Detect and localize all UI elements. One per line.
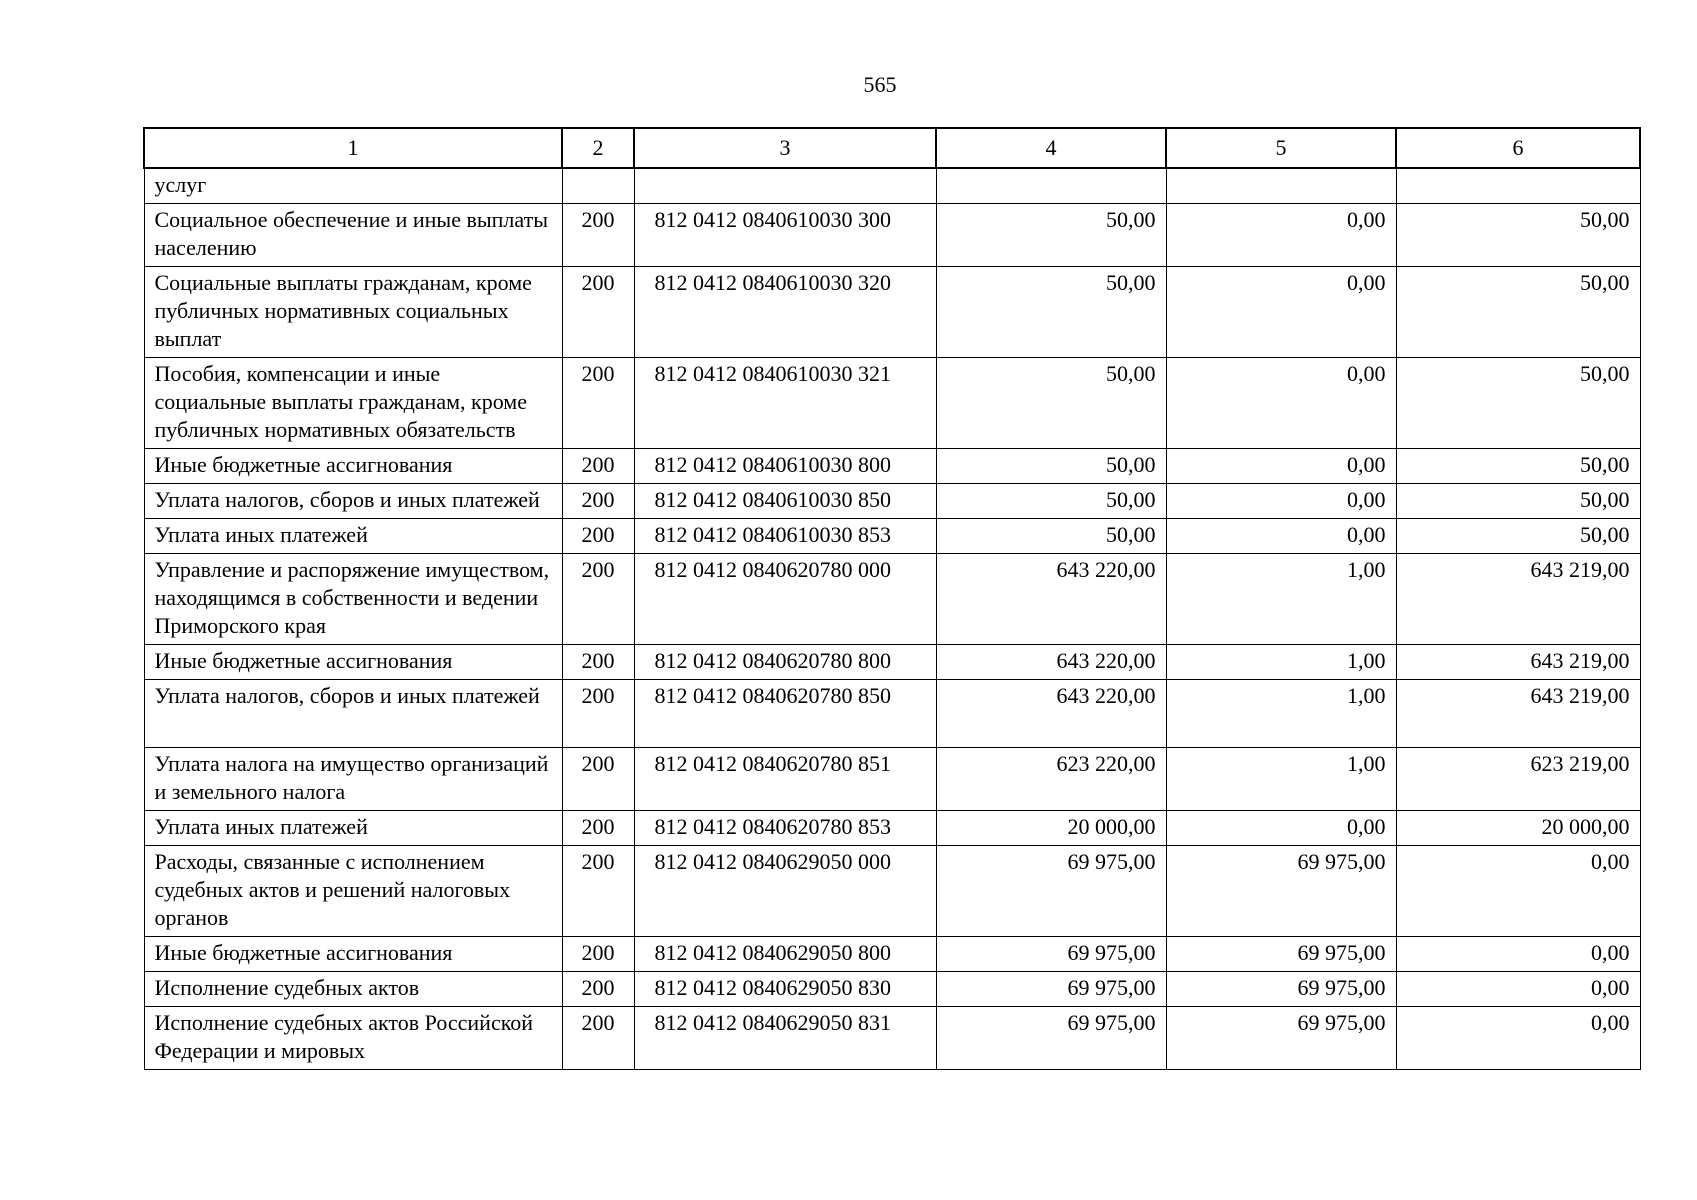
row-code: 200 — [562, 519, 634, 554]
row-plan: 69 975,00 — [936, 1007, 1166, 1070]
row-code: 200 — [562, 846, 634, 937]
row-plan: 50,00 — [936, 358, 1166, 449]
row-remainder — [1396, 168, 1640, 204]
budget-table — [143, 127, 1641, 1070]
row-code: 200 — [562, 748, 634, 811]
row-name: Уплата налогов, сборов и иных платежей — [144, 680, 562, 748]
row-remainder: 50,00 — [1396, 449, 1640, 484]
row-name: Социальные выплаты гражданам, кроме публичных нормативных социальных выплат — [144, 267, 562, 358]
row-name: Управление и распоряжение имуществом, находящимся в собственности и ведении Приморского края — [144, 554, 562, 645]
row-code: 200 — [562, 449, 634, 484]
row-code: 200 — [562, 645, 634, 680]
row-remainder: 20 000,00 — [1396, 811, 1640, 846]
column-header-6: 6 — [1396, 128, 1640, 168]
row-name: Уплата налогов, сборов и иных платежей — [144, 484, 562, 519]
row-remainder: 50,00 — [1396, 484, 1640, 519]
row-executed: 1,00 — [1166, 680, 1396, 748]
row-plan: 643 220,00 — [936, 554, 1166, 645]
row-plan: 50,00 — [936, 204, 1166, 267]
column-header-4: 4 — [936, 128, 1166, 168]
row-executed: 69 975,00 — [1166, 846, 1396, 937]
row-remainder: 0,00 — [1396, 1007, 1640, 1070]
row-remainder: 0,00 — [1396, 846, 1640, 937]
row-name: Уплата иных платежей — [144, 811, 562, 846]
table-row — [144, 680, 1640, 748]
row-name: Иные бюджетные ассигнования — [144, 449, 562, 484]
row-classification: 812 0412 0840610030 850 — [634, 484, 936, 519]
row-plan: 50,00 — [936, 449, 1166, 484]
row-code — [562, 168, 634, 204]
row-executed: 0,00 — [1166, 519, 1396, 554]
row-classification: 812 0412 0840610030 320 — [634, 267, 936, 358]
row-classification: 812 0412 0840620780 800 — [634, 645, 936, 680]
row-remainder: 623 219,00 — [1396, 748, 1640, 811]
table-row — [144, 748, 1640, 811]
row-classification: 812 0412 0840620780 000 — [634, 554, 936, 645]
row-remainder: 643 219,00 — [1396, 645, 1640, 680]
column-header-1: 1 — [144, 128, 562, 168]
row-plan: 69 975,00 — [936, 937, 1166, 972]
row-remainder: 50,00 — [1396, 267, 1640, 358]
page-number: 565 — [863, 72, 897, 97]
row-code: 200 — [562, 358, 634, 449]
table-header — [144, 128, 1640, 168]
row-name: Исполнение судебных актов — [144, 972, 562, 1007]
row-classification — [634, 168, 936, 204]
row-executed: 1,00 — [1166, 645, 1396, 680]
row-remainder: 0,00 — [1396, 937, 1640, 972]
table-row — [144, 168, 1640, 204]
row-remainder: 50,00 — [1396, 358, 1640, 449]
row-executed — [1166, 168, 1396, 204]
row-executed: 0,00 — [1166, 811, 1396, 846]
row-classification: 812 0412 0840620780 851 — [634, 748, 936, 811]
table-row — [144, 358, 1640, 449]
row-classification: 812 0412 0840629050 830 — [634, 972, 936, 1007]
row-plan: 623 220,00 — [936, 748, 1166, 811]
column-header-5: 5 — [1166, 128, 1396, 168]
table-row — [144, 846, 1640, 937]
row-plan: 50,00 — [936, 519, 1166, 554]
row-code: 200 — [562, 680, 634, 748]
row-name: Исполнение судебных актов Российской Федерации и мировых — [144, 1007, 562, 1070]
row-classification: 812 0412 0840620780 850 — [634, 680, 936, 748]
table-row — [144, 519, 1640, 554]
row-classification: 812 0412 0840629050 800 — [634, 937, 936, 972]
row-code: 200 — [562, 811, 634, 846]
table-row — [144, 1007, 1640, 1070]
column-header-3: 3 — [634, 128, 936, 168]
row-code: 200 — [562, 972, 634, 1007]
row-name: Уплата налога на имущество организаций и земельного налога — [144, 748, 562, 811]
row-plan: 643 220,00 — [936, 645, 1166, 680]
row-plan — [936, 168, 1166, 204]
row-remainder: 50,00 — [1396, 204, 1640, 267]
row-code: 200 — [562, 484, 634, 519]
row-code: 200 — [562, 554, 634, 645]
row-executed: 0,00 — [1166, 358, 1396, 449]
table-row — [144, 267, 1640, 358]
row-classification: 812 0412 0840629050 831 — [634, 1007, 936, 1070]
header-row — [144, 128, 1640, 168]
row-executed: 0,00 — [1166, 204, 1396, 267]
row-remainder: 643 219,00 — [1396, 680, 1640, 748]
row-classification: 812 0412 0840629050 000 — [634, 846, 936, 937]
table-row — [144, 937, 1640, 972]
row-name: Расходы, связанные с исполнением судебных актов и решений налоговых органов — [144, 846, 562, 937]
row-plan: 50,00 — [936, 484, 1166, 519]
row-classification: 812 0412 0840610030 800 — [634, 449, 936, 484]
row-plan: 20 000,00 — [936, 811, 1166, 846]
row-code: 200 — [562, 204, 634, 267]
table-row — [144, 645, 1640, 680]
table-row — [144, 484, 1640, 519]
row-classification: 812 0412 0840610030 300 — [634, 204, 936, 267]
row-executed: 0,00 — [1166, 449, 1396, 484]
row-name: Социальное обеспечение и иные выплаты населению — [144, 204, 562, 267]
row-remainder: 643 219,00 — [1396, 554, 1640, 645]
row-code: 200 — [562, 267, 634, 358]
row-plan: 69 975,00 — [936, 972, 1166, 1007]
row-remainder: 0,00 — [1396, 972, 1640, 1007]
row-executed: 0,00 — [1166, 267, 1396, 358]
row-plan: 50,00 — [936, 267, 1166, 358]
row-classification: 812 0412 0840620780 853 — [634, 811, 936, 846]
row-name: Иные бюджетные ассигнования — [144, 937, 562, 972]
table-row — [144, 554, 1640, 645]
table-row — [144, 204, 1640, 267]
row-plan: 643 220,00 — [936, 680, 1166, 748]
row-executed: 69 975,00 — [1166, 1007, 1396, 1070]
row-classification: 812 0412 0840610030 321 — [634, 358, 936, 449]
table-row — [144, 811, 1640, 846]
row-classification: 812 0412 0840610030 853 — [634, 519, 936, 554]
row-executed: 0,00 — [1166, 484, 1396, 519]
column-header-2: 2 — [562, 128, 634, 168]
row-name: Пособия, компенсации и иные социальные выплаты гражданам, кроме публичных нормативных обязательств — [144, 358, 562, 449]
row-name: Уплата иных платежей — [144, 519, 562, 554]
row-plan: 69 975,00 — [936, 846, 1166, 937]
row-executed: 1,00 — [1166, 554, 1396, 645]
row-executed: 1,00 — [1166, 748, 1396, 811]
table-row — [144, 972, 1640, 1007]
table-row — [144, 449, 1640, 484]
row-name: услуг — [144, 168, 562, 204]
row-remainder: 50,00 — [1396, 519, 1640, 554]
row-executed: 69 975,00 — [1166, 972, 1396, 1007]
row-executed: 69 975,00 — [1166, 937, 1396, 972]
row-name: Иные бюджетные ассигнования — [144, 645, 562, 680]
table-body — [144, 168, 1640, 1070]
row-code: 200 — [562, 1007, 634, 1070]
row-code: 200 — [562, 937, 634, 972]
